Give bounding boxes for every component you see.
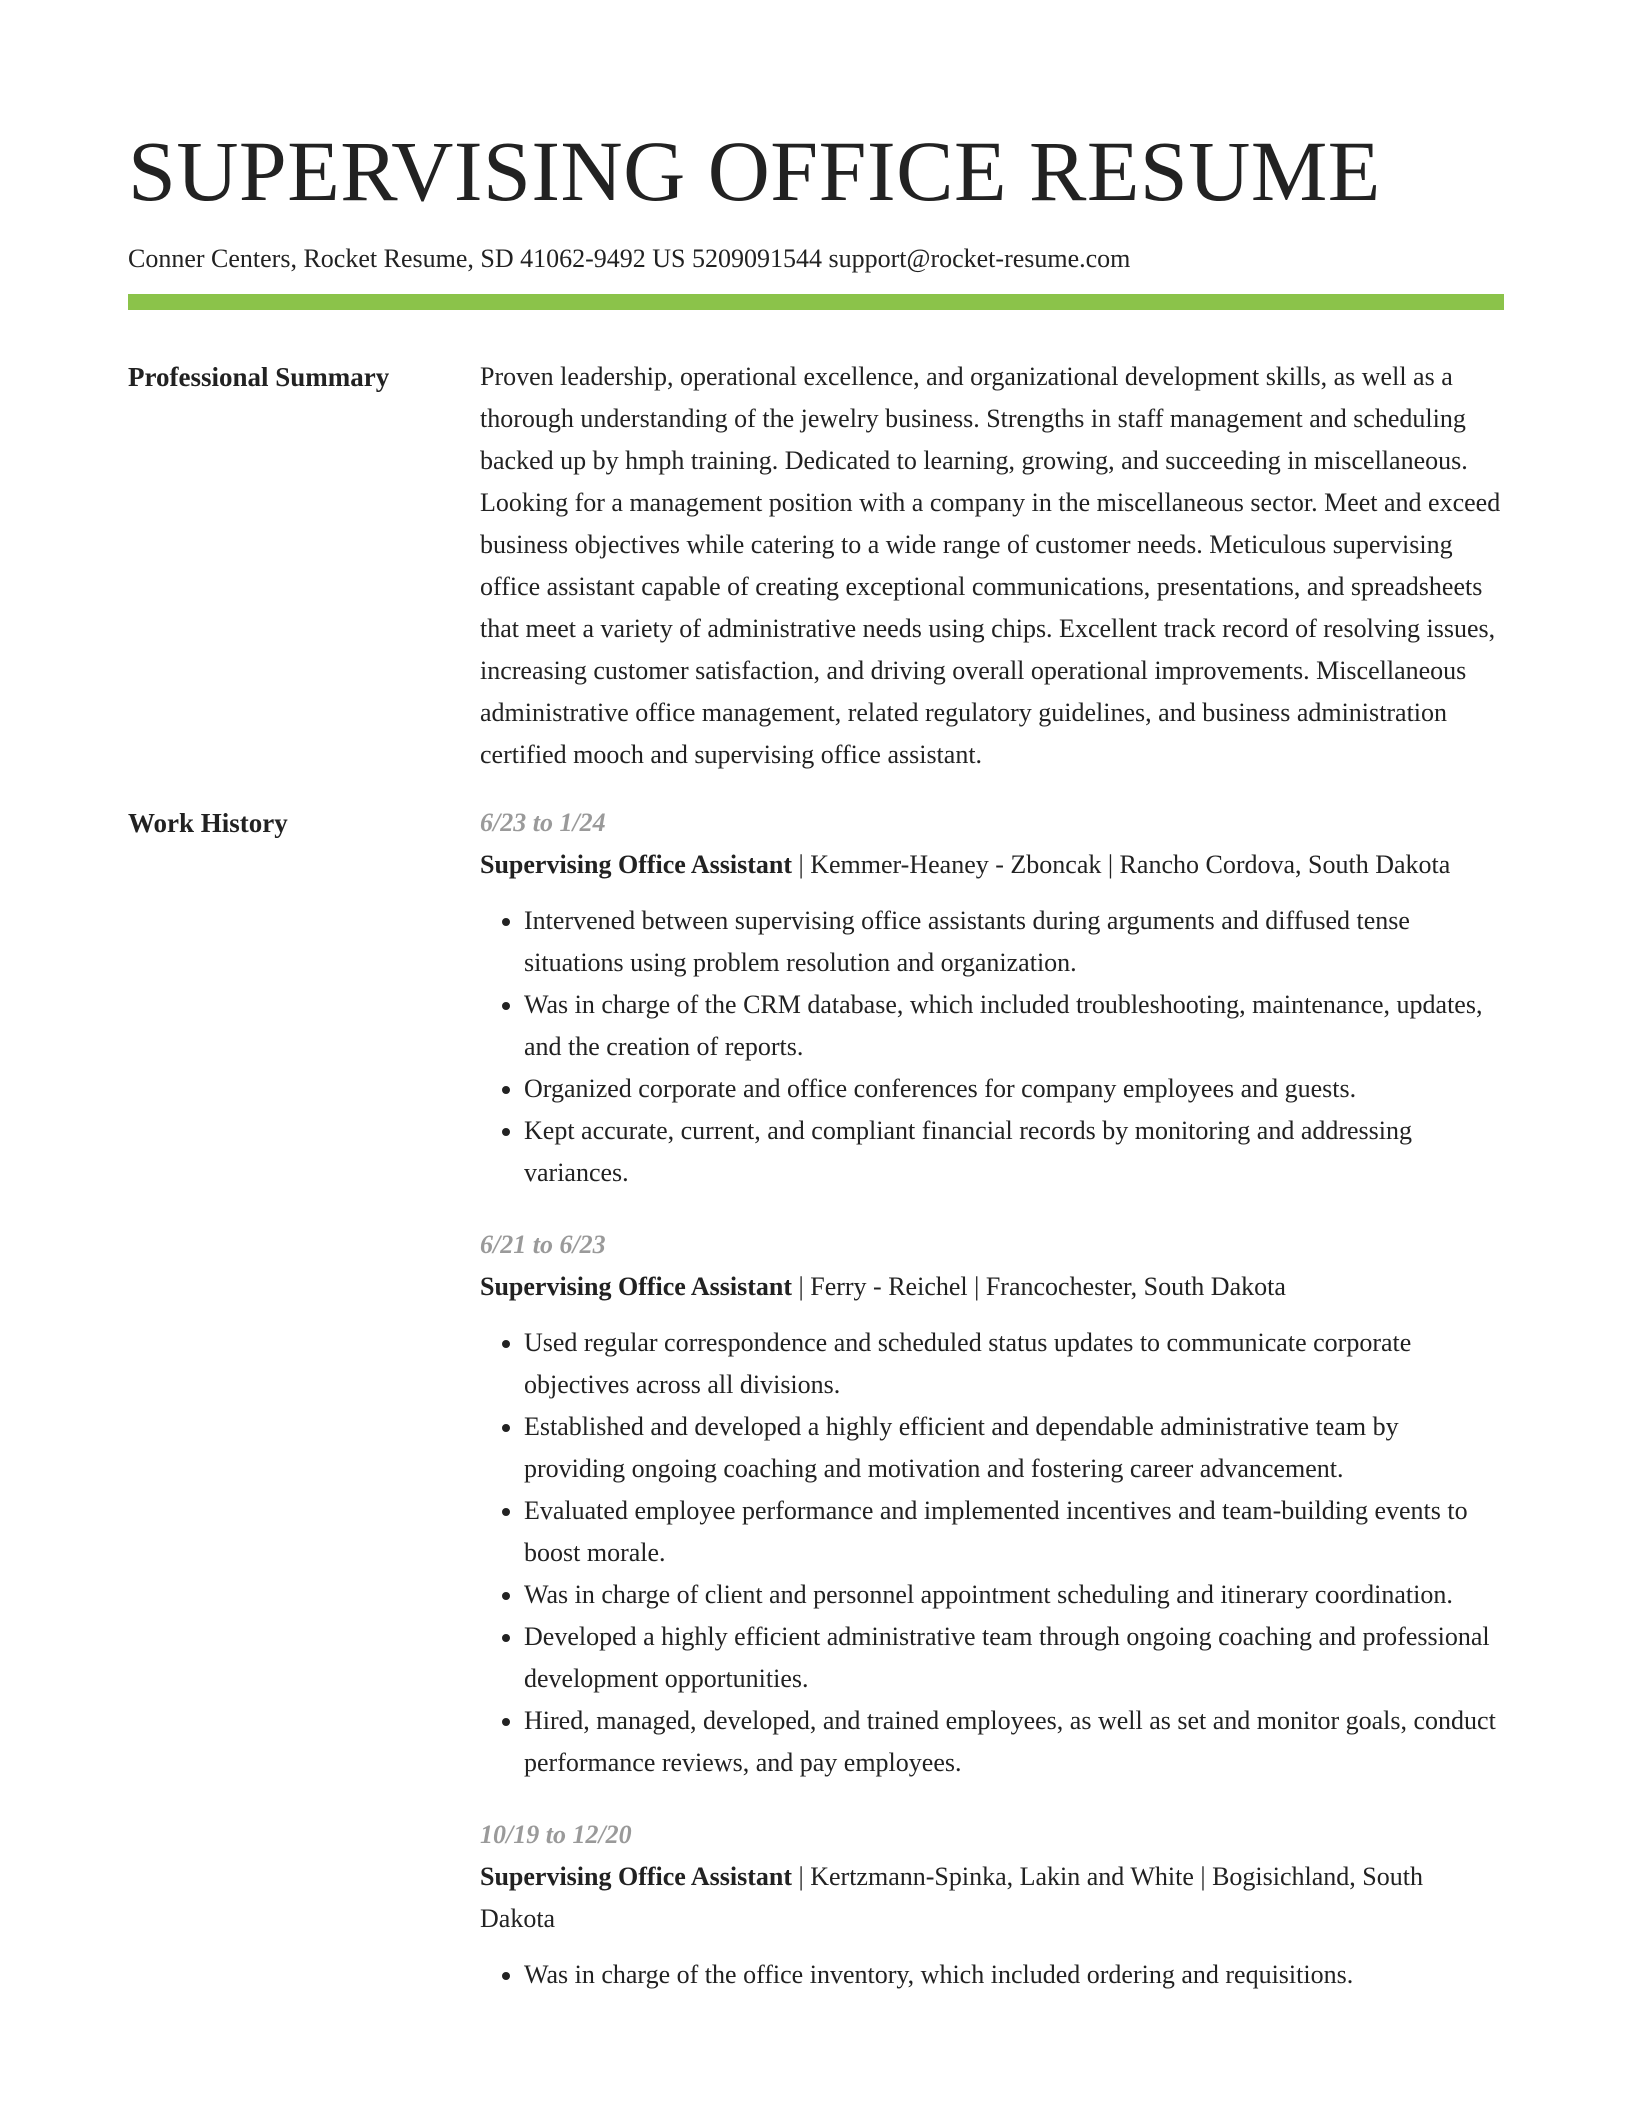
job-dates: 10/19 to 12/20 — [480, 1820, 632, 1849]
job-bullets — [480, 900, 1504, 1194]
job-heading — [480, 1856, 1504, 1940]
contact-line: Conner Centers, Rocket Resume, SD 41062-9492 US 5209091544 support@rocket-resume.com — [128, 244, 1131, 273]
job-bullet: • Developed a highly efficient administrative team through ongoing coaching and professional development opportunities. — [524, 1616, 1504, 1700]
job-dates: 6/21 to 6/23 — [480, 1230, 606, 1259]
summary-label: Professional Summary — [128, 362, 390, 392]
job-bullet: • Was in charge of the office inventory, which included ordering and requisitions. — [524, 1954, 1504, 1996]
job-bullet: • Used regular correspondence and scheduled status updates to communicate corporate objectives across all divisions. — [524, 1322, 1504, 1406]
work-history-section — [128, 806, 1504, 2030]
job-heading — [480, 844, 1504, 886]
summary-section — [128, 360, 1504, 776]
job-bullets — [480, 1322, 1504, 1784]
job-bullet: • Evaluated employee performance and implemented incentives and team-building events to boost morale. — [524, 1490, 1504, 1574]
job-bullet: • Established and developed a highly efficient and dependable administrative team by providing ongoing coaching and motivation and fostering career advancement. — [524, 1406, 1504, 1490]
resume-page — [128, 112, 1504, 2030]
job-title: Supervising Office Assistant — [480, 1272, 793, 1301]
job-heading — [480, 1266, 1504, 1308]
resume-title: SUPERVISING OFFICE RESUME — [128, 123, 1381, 219]
job-entry — [480, 802, 1504, 1194]
summary-body — [480, 360, 1504, 776]
job-bullet: • Was in charge of the CRM database, which included troubleshooting, maintenance, updates, and the creation of reports. — [524, 984, 1504, 1068]
work-history-label: Work History — [128, 808, 288, 838]
summary-text: Proven leadership, operational excellence, and organizational development skills, as well as a thorough understanding of the jewelry business. Strengths in staff management and scheduling backed up by hmph training. Dedicated to learning, growing, and succeeding in miscellaneous. Looking for a management position with a company in the miscellaneous sector. Meet and exceed business objectives while catering to a wide range of customer needs. Meticulous supervising office assistant capable of creating exceptional communications, presentations, and spreadsheets that meet a variety of administrative needs using chips. Excellent track record of resolving issues, increasing customer satisfaction, and driving overall operational improvements. Miscellaneous administrative office management, related regulatory guidelines, and business administration certified mooch and supervising office assistant. — [480, 362, 1501, 769]
job-dates: 6/23 to 1/24 — [480, 808, 606, 837]
job-details: | Kemmer-Heaney - Zboncak | Rancho Cordova, South Dakota — [792, 850, 1451, 879]
job-title: Supervising Office Assistant — [480, 850, 793, 879]
job-bullets — [480, 1954, 1504, 1996]
job-bullet: • Kept accurate, current, and compliant financial records by monitoring and addressing variances. — [524, 1110, 1504, 1194]
job-bullet: • Intervened between supervising office assistants during arguments and diffused tense situations using problem resolution and organization. — [524, 900, 1504, 984]
job-bullet: • Was in charge of client and personnel appointment scheduling and itinerary coordination. — [524, 1574, 1504, 1616]
job-title: Supervising Office Assistant — [480, 1862, 793, 1891]
accent-divider — [128, 294, 1504, 310]
job-details: | Ferry - Reichel | Francochester, South Dakota — [792, 1272, 1286, 1301]
job-entry — [480, 1224, 1504, 1784]
job-bullet: • Organized corporate and office conferences for company employees and guests. — [524, 1068, 1504, 1110]
job-details: | Kertzmann-Spinka, Lakin and White | Bogisichland, South Dakota — [480, 1862, 1423, 1933]
job-bullet: • Hired, managed, developed, and trained employees, as well as set and monitor goals, conduct performance reviews, and pay employees. — [524, 1700, 1504, 1784]
job-entry — [480, 1814, 1504, 1996]
work-history-body — [480, 806, 1504, 2030]
